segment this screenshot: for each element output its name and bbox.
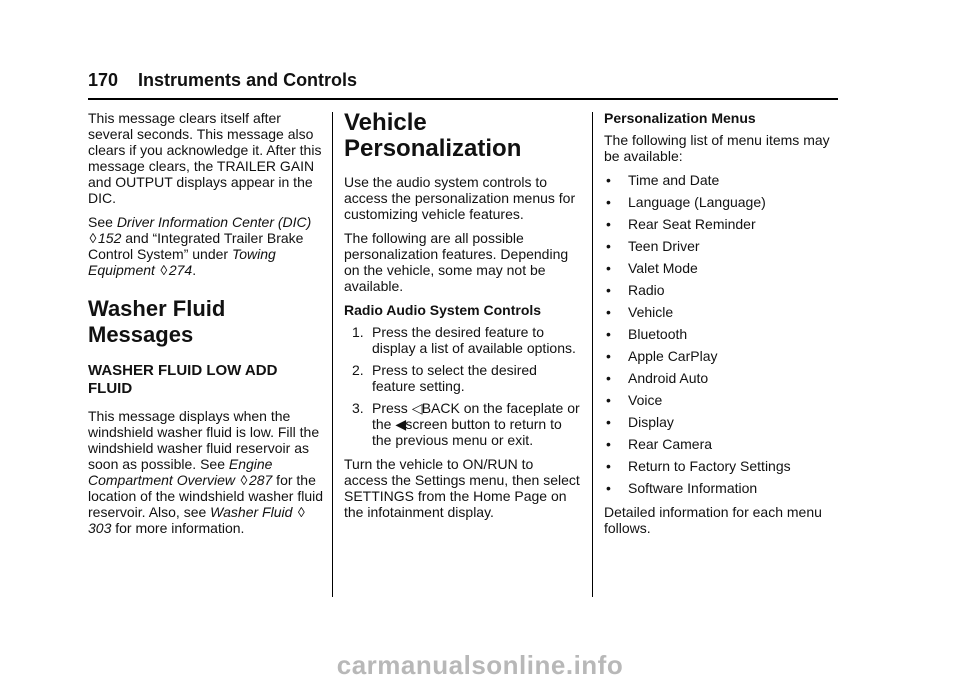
step-item: 1. Press the desired feature to display a list of available options. xyxy=(352,324,576,356)
header-rule xyxy=(88,98,838,100)
intro-paragraph: This message clears itself after several seconds. This message also clears if you acknowledge it. After this message clears, the TRAILER GAIN and OUTPUT displays appear in the DIC. xyxy=(88,110,322,206)
step-item: 3. Press ◁BACK on the faceplate or the ◀screen button to return to the previous menu or exit. xyxy=(352,400,580,448)
column-2 xyxy=(344,110,580,528)
page-ref[interactable]: 287 xyxy=(248,472,273,488)
back-icon: ◁ xyxy=(411,400,423,416)
washer-subheading: WASHER FLUID LOW ADD FLUID xyxy=(88,362,278,397)
section-title: Instruments and Controls xyxy=(138,70,358,90)
column-1 xyxy=(88,110,324,544)
list-item: • Apple CarPlay xyxy=(604,348,844,364)
paragraph-1: Use the audio system controls to access the personalization menus for customizing vehicle features. xyxy=(344,174,576,222)
washer-fluid-link[interactable]: Washer Fluid xyxy=(210,504,293,520)
list-item: • Time and Date xyxy=(604,172,844,188)
washer-heading: Washer Fluid Messages xyxy=(88,296,226,347)
radio-controls-subheading: Radio Audio System Controls xyxy=(344,302,542,318)
step-item: 2. Press to select the desired feature setting. xyxy=(352,362,537,394)
list-item: • Rear Camera xyxy=(604,436,844,452)
dic-link[interactable]: Driver Information Center (DIC) xyxy=(116,214,312,230)
back-arrow-icon: ◀ xyxy=(395,416,407,432)
menus-outro: Detailed information for each menu follows. xyxy=(604,504,822,536)
column-3 xyxy=(604,110,844,544)
page-ref[interactable]: 274 xyxy=(168,262,193,278)
list-item: • Display xyxy=(604,414,844,430)
list-item: • Voice xyxy=(604,392,844,408)
vehicle-personalization-heading: Vehicle Personalization xyxy=(344,109,522,162)
page-ref[interactable]: 152 xyxy=(98,230,122,246)
list-item: • Vehicle xyxy=(604,304,844,320)
see-paragraph: See Driver Information Center (DIC) ◊ 152 and “Integrated Trailer Brake Control System” under Towing Equipment ◊ 274. xyxy=(88,214,312,278)
page-ref[interactable]: 303 xyxy=(88,520,112,536)
steps-list xyxy=(344,324,580,448)
list-item: • Bluetooth xyxy=(604,326,844,342)
list-item: • Valet Mode xyxy=(604,260,844,276)
page-reference-icon: ◊ xyxy=(297,504,305,520)
engine-link[interactable]: Engine Compartment Overview xyxy=(88,456,273,488)
list-item: • Teen Driver xyxy=(604,238,844,254)
list-item: • Radio xyxy=(604,282,844,298)
page-reference-icon: ◊ xyxy=(160,262,168,278)
column-divider-1 xyxy=(332,112,333,597)
towing-link[interactable]: Towing Equipment xyxy=(88,246,276,278)
page-header xyxy=(88,70,838,91)
washer-paragraph: This message displays when the windshield washer fluid is low. Fill the windshield washer fluid reservoir as soon as possible. See Engine Compartment Overview ◊ 287 for the location of the windshield washer fluid reservoir. Also, see Washer Fluid ◊303 for more information. xyxy=(88,408,324,536)
menu-items-list xyxy=(604,172,844,496)
list-item: • Rear Seat Reminder xyxy=(604,216,844,232)
list-item: • Language (Language) xyxy=(604,194,844,210)
list-item: • Software Information xyxy=(604,480,844,496)
list-item: • Android Auto xyxy=(604,370,844,386)
page-number: 170 xyxy=(88,70,119,90)
page-reference-icon: ◊ xyxy=(240,472,248,488)
page-reference-icon: ◊ xyxy=(89,230,97,246)
watermark: carmanualsonline.info xyxy=(336,650,624,680)
paragraph-3: Turn the vehicle to ON/RUN to access the Settings menu, then select SETTINGS from the Home Page on the infotainment display. xyxy=(344,456,580,520)
personalization-menus-heading: Personalization Menus xyxy=(604,110,756,126)
menus-intro: The following list of menu items may be available: xyxy=(604,132,830,164)
list-item: • Return to Factory Settings xyxy=(604,458,844,474)
paragraph-2: The following are all possible personalization features. Depending on the vehicle, some may not be available. xyxy=(344,230,569,294)
column-divider-2 xyxy=(592,112,593,597)
